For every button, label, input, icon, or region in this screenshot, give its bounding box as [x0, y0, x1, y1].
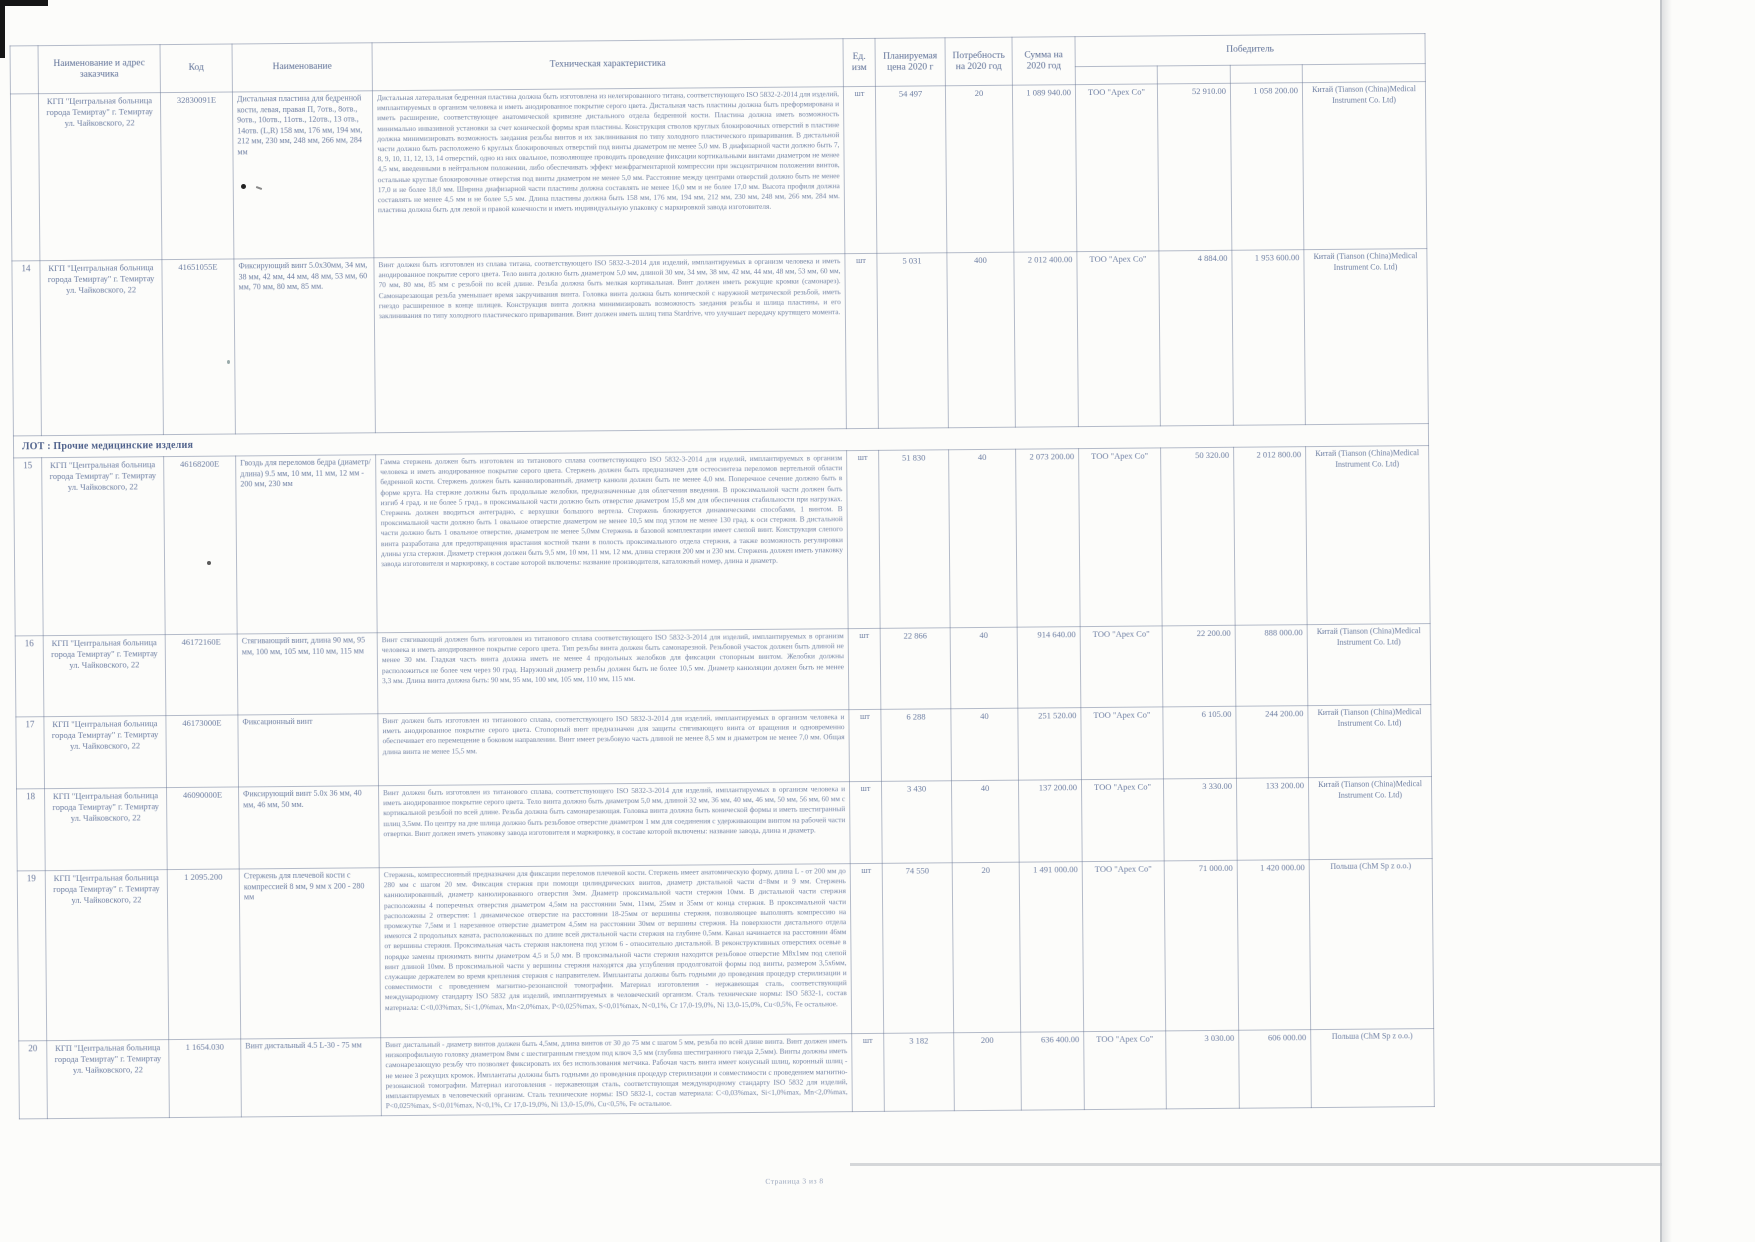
cell-winner-country: [1307, 624, 1431, 706]
cell-need-qty-text: 400: [974, 254, 987, 266]
cell-winner-country: [1308, 777, 1432, 860]
table-row: [10, 82, 1426, 261]
cell-item-name: [237, 633, 378, 715]
cell-row-number: [17, 871, 46, 1041]
scan-bottom-edge-shadow: [850, 1163, 1662, 1166]
cell-need-qty: [945, 85, 1013, 253]
cell-customer: [45, 870, 168, 1041]
cell-winner-country-text: Китай (Tianson (China)Medical Instrument Co. Ltd): [1311, 84, 1416, 105]
cell-winner-name-text: ТОО "Apex Co": [1091, 450, 1149, 462]
cell-winner-country: [1308, 705, 1432, 778]
cell-winner-price-text: 52 910.00: [1191, 85, 1227, 97]
cell-sum: [1016, 449, 1081, 628]
cell-winner-name: [1080, 626, 1163, 708]
cell-winner-price-text: 50 320.00: [1195, 449, 1230, 461]
cell-item-name-text: Гвоздь для переломов бедра (диаметр/длина) 9.5 мм, 10 мм, 11 мм, 12 мм - 200 мм, 230 мм: [240, 457, 371, 489]
cell-code-text: 46173000Е: [182, 717, 222, 728]
cell-winner-sum: [1232, 250, 1306, 426]
cell-planned-price: [881, 709, 952, 782]
cell-item-name-text: Стягивающий винт, длина 90 мм, 95 мм, 100 мм, 105 мм, 110 мм, 115 мм: [241, 635, 366, 656]
table-row: [19, 1029, 1435, 1119]
cell-unit: [849, 709, 882, 781]
cell-customer: [40, 260, 164, 436]
cell-sum: [1019, 862, 1083, 1033]
cell-tech-spec: [378, 782, 850, 868]
cell-code: [166, 715, 239, 788]
cell-winner-name: [1082, 861, 1165, 1032]
ink-speck: [241, 184, 246, 189]
cell-row-number-text: 14: [21, 263, 31, 274]
col-header-winner-country: [1302, 64, 1425, 83]
cell-code: [162, 259, 236, 435]
cell-code-text: 46172160Е: [181, 636, 221, 647]
cell-sum: [1014, 252, 1079, 428]
cell-winner-sum-text: 1 420 000.00: [1260, 862, 1305, 873]
table-row: [16, 705, 1432, 789]
cell-planned-price-text: 3 182: [909, 1035, 929, 1046]
table-body: [10, 82, 1434, 1119]
cell-sum: [1012, 85, 1076, 253]
cell-winner-country: [1302, 82, 1426, 250]
cell-winner-country-text: Китай (Tianson (China)Medical Instrument Co. Ltd): [1315, 448, 1420, 469]
cell-unit-text: шт: [859, 630, 870, 641]
cell-winner-sum: [1235, 625, 1308, 707]
cell-tech-spec: [379, 864, 851, 1038]
cell-tech-spec: [374, 254, 847, 433]
cell-winner-sum-text: 888 000.00: [1264, 627, 1303, 638]
cell-tech-spec: [377, 629, 849, 714]
cell-winner-sum-text: 606 000.00: [1267, 1032, 1307, 1043]
cell-winner-country: [1304, 249, 1429, 425]
procurement-table: [10, 33, 1435, 1119]
cell-sum-text: 636 400.00: [1040, 1034, 1080, 1045]
cell-winner-price: [1161, 447, 1236, 626]
cell-need-qty: [950, 627, 1018, 709]
col-header-need: Потребность на 2020 год: [945, 37, 1012, 86]
cell-item-name: [239, 786, 380, 869]
cell-need-qty: [951, 780, 1019, 863]
cell-sum: [1021, 1032, 1085, 1111]
cell-row-number-text: 19: [26, 873, 36, 884]
cell-need-qty-text: 40: [977, 451, 987, 463]
col-header-winner: Победитель: [1075, 34, 1425, 67]
cell-winner-sum-text: 133 200.00: [1265, 780, 1305, 791]
table-row: [14, 446, 1431, 636]
cell-row-number-text: 20: [28, 1043, 38, 1054]
cell-sum-text: 2 012 400.00: [1027, 254, 1073, 265]
cell-winner-price: [1163, 706, 1237, 779]
cell-unit: [852, 1033, 885, 1111]
cell-item-name: [238, 714, 379, 787]
ink-speck: [227, 360, 230, 364]
cell-need-qty: [949, 449, 1018, 628]
cell-winner-sum-text: 2 012 800.00: [1256, 449, 1302, 460]
cell-winner-sum: [1236, 706, 1309, 779]
cell-winner-sum: [1236, 778, 1309, 861]
cell-tech-spec-text: Винт должен быть изготовлен из титанового сплава, соответствующего ISO 5832-3-2014 для изделий, имплантируемых в организм человека и иметь анодированное покрытие серого цвета. Стопорный винт предназначен для защиты стягивающего винта от вращения и одновременно обеспечивает его перемещение в боковом направлении. Винт имеет резьбовую часть длиной не менее 8,5 мм и диаметром не менее 7,0 мм. Общая длина винта не менее 15,5 мм.: [382, 712, 845, 756]
table-row: [15, 624, 1431, 717]
cell-unit: [850, 863, 883, 1033]
cell-winner-name-text: ТОО "Apex Co": [1087, 86, 1145, 98]
cell-row-number-text: 17: [25, 719, 35, 730]
col-header-unit: Ед. изм: [843, 38, 875, 86]
cell-winner-price-text: 22 200.00: [1196, 627, 1231, 639]
cell-row-number: [16, 717, 45, 789]
col-header-name: Наименование: [232, 43, 372, 92]
cell-winner-country-text: Польша (ChM Sp z o.o.): [1330, 861, 1412, 871]
scan-corner-mark-top: [0, 0, 48, 6]
cell-customer: [42, 457, 166, 636]
cell-unit: [849, 781, 882, 863]
cell-code: [167, 869, 240, 1040]
cell-winner-sum-text: 1 953 600.00: [1254, 252, 1300, 263]
cell-unit-text: шт: [856, 255, 866, 266]
cell-winner-sum: [1234, 447, 1308, 626]
cell-code: [169, 1039, 242, 1118]
cell-winner-name: [1081, 707, 1164, 780]
cell-unit-text: шт: [862, 1035, 873, 1046]
cell-sum-text: 1 089 940.00: [1026, 87, 1072, 98]
cell-customer-text: КГП "Центральная больница города Темиртау" г. Темиртау ул. Чайковского, 22: [49, 459, 157, 492]
cell-item-name-text: Фиксирующий винт 5.0х30мм, 34 мм, 38 мм, 42 мм, 44 мм, 48 мм, 53 мм, 60 мм, 70 мм, 80 мм, 85 мм.: [238, 260, 368, 292]
cell-unit: [843, 86, 876, 253]
cell-code-text: 46090000Е: [182, 789, 223, 800]
cell-winner-name: [1079, 448, 1163, 627]
cell-need-qty-text: 40: [980, 710, 989, 721]
cell-sum-text: 137 200.00: [1038, 782, 1078, 793]
cell-winner-country-text: Китай (Tianson (China)Medical Instrument Co. Ltd): [1318, 779, 1422, 800]
cell-row-number: [17, 789, 46, 871]
cell-item-name-text: Фиксирующий винт 5.0х 36 мм, 40 мм, 46 мм, 50 мм.: [243, 788, 362, 809]
cell-row-number: [10, 94, 39, 261]
cell-winner-price: [1159, 250, 1234, 426]
cell-tech-spec-text: Винт стягивающий должен быть изготовлен из титанового сплава соответствующего ISO 5832-3-2014 для изделий, имплантируемых в организм человека и иметь анодированное покрытие серого цвета. Тип резьбы винта должен быть самонарезной. Резьбовой участок должен быть длиной не менее 30 мм. Гладкая часть винта должна иметь не менее 4 продольных желобков для фиксации стопорным винтом. Желобки должны расположиться не более чем через 90 град. Наружный диаметр резьбы должен быть не более 10,5 мм. Диаметр канюляции должен быть не менее 3,3 мм. Длина винта должна быть: 90 мм, 95 мм, 100 мм, 105 мм, 110 мм, 115 мм.: [381, 631, 845, 686]
cell-winner-price-text: 71 000.00: [1198, 862, 1233, 874]
scan-corner-mark-left: [0, 0, 5, 58]
table-row: [17, 859, 1433, 1041]
cell-winner-name: [1077, 251, 1161, 427]
cell-sum: [1018, 780, 1082, 863]
cell-need-qty-text: 20: [981, 864, 991, 875]
cell-item-name: [239, 868, 380, 1039]
cell-need-qty-text: 40: [979, 629, 988, 640]
cell-sum-text: 2 073 200.00: [1029, 451, 1075, 462]
cell-tech-spec: [381, 1034, 853, 1116]
ink-speck: [207, 561, 211, 565]
cell-planned-price: [879, 450, 951, 629]
cell-code: [164, 456, 238, 635]
cell-planned-price-text: 6 288: [906, 711, 926, 722]
cell-tech-spec: [376, 451, 849, 633]
cell-customer-text: КГП "Центральная больница города Темиртау" г. Темиртау ул. Чайковского, 22: [51, 718, 159, 751]
col-header-customer: Наименование и адрес заказчика: [38, 45, 160, 94]
cell-item-name: [234, 258, 376, 434]
cell-row-number: [15, 636, 44, 717]
cell-tech-spec-text: Стержень, компрессионный предназначен для фиксации переломов плечевой кости. Стержень имеет анатомическую форму, длина L - от 200 мм до 280 мм с шагом 20 мм. Фиксация стержня при помощи цилиндрических винтов, диаметр дистальной части d=8мм и 9 мм. Стержень каннюлированный, диаметр канюлированного отверстия 3мм. Диаметр проксимальной части стержня 10мм. В дистальной части стержня расположены 4 поперечных отверстия диаметром 4,5мм на расстоянии 5мм, 11мм, 25мм и 35мм от конца стержня. В проксимальной части расположены 2 отверстия: 1 динамическое отверстие на расстоянии 18-25мм от вершины стержня, позволяющее выполнять компрессию на промежутке 7,5мм и 1 нарезанное отверстие диаметром 4,5мм на расстоянии 30мм от вершины стержня. На поверхности дистального отдела имеются 2 продольных каната, расположенных по длине всей дистальной части стержня на глубине 0,5мм. Канал начинается на расстоянии 46мм от вершины стержня. Проксимальная часть стержня наклонена под углом 6 - относительно дистальной. В реконструктивных отверстиях осевые в порядке замены прижимать винты диаметром 4,5 и 5,0 мм. В проксимальной части стержня находится резьбовое отверстие М8х1мм под слепой винт длиной 10мм. В проксимальной части у вершины стержня находятся два углубления продолговатой формы под винты, размером 3,5х6мм, служащие держателем во время крепления стержня с направителем. Имплантаты должны быть годными до проведения процедур стерилизации и совместимости с проведением магнитно-резонансной томографии. Материал изготовления - нержавеющая сталь, соответствующий международному стандарту ISO 5832 для изделий, имплантируемых в человеческий организм. Сталь технические нормы: ISO 5832-1, состав материала: C<0,03%max, Si<1,0%max, Mn<2,0%max, P<0,025%max, S<0,01%max, N<0,1%, Cr 17,0-19,0%, Ni 13,0-15,0%, Cu<0,5%, Fe остальное.: [383, 866, 847, 1012]
cell-winner-name-text: ТОО "Apex Co": [1089, 253, 1147, 265]
cell-sum-text: 251 520.00: [1038, 710, 1077, 721]
cell-winner-name-text: ТОО "Apex Co": [1094, 781, 1152, 793]
cell-unit-text: шт: [857, 452, 868, 463]
cell-tech-spec-text: Винт должен быть изготовлен из сплава титана, соответствующего ISO 5832-3-2014 для изделий, имплантируемых в организм человека и иметь анодированное покрытие серого цвета. Тело винта должно быть диаметром 5,0 мм, длиной 30 мм, 34 мм, 38 мм, 42 мм, 44 мм, 48 мм, 53 мм, 60 мм, 70 мм, 80 мм, 85 мм с резьбой по всей длине. Резьба должна быть мелкая кортикальная. Винт должен иметь режущие кромки (самонарез). Самонарезающая резьба уменьшает время закручивания винта. Головка винта должна быть конической с наружной метрической резьбой, иметь гнездо расширенное в конце шлицев. Конструкция винта должна минимизировать возможность заедания резьбы и шлица пластины, и его заклинивания по типу холодного пластического приваривания. Винт должен иметь шлиц типа Stardrive, что улучшает передачу крутящего момента.: [378, 256, 841, 321]
cell-winner-name: [1075, 84, 1158, 252]
cell-item-name: [232, 91, 373, 259]
cell-code: [160, 92, 233, 260]
cell-planned-price: [875, 86, 946, 254]
cell-planned-price: [880, 628, 951, 710]
cell-winner-country-text: Польша (ChM Sp z o.o.): [1331, 1031, 1413, 1041]
cell-planned-price-text: 54 497: [898, 88, 923, 99]
cell-tech-spec-text: Винт дистальный - диаметр винтов должен быть 4,5мм, длина винтов от 30 до 75 мм с шагом 5 мм, резьба по всей длине винта. Винт должен иметь низкопрофильную головку диаметром 8мм с шестигранным гнездом под ключ 3,5 мм (глубина шестигранного гнезда 2,5мм). Винты должны иметь самонарезающую резьбу что позволяет фиксировать их без использования метчика. Рабочая часть винта имеет конусный шлиц, коронный шлиц - не менее 3 режущих кромок. Имплантаты должны быть годными до проведения процедур стерилизации и совместимости с проведением магнитно-резонансной томографии. Материал изготовления - нержавеющая сталь, соответствующая международному стандарту ISO 5832 для изделий, имплантируемых в человеческий организм. Сталь технические нормы: ISO 5832-1, состав материала: C<0,03%max, Si<1,0%max, Mn<2,0%max, P<0,025%max, S<0,01%max, N<0,1%, Cr 17,0-19,0%, Ni 13,0-15,0%, Cu<0,5%, Fe остальное.: [385, 1036, 848, 1111]
cell-row-number-text: 16: [24, 638, 34, 649]
cell-customer-text: КГП "Центральная больница города Темиртау" г. Темиртау ул. Чайковского, 22: [47, 262, 155, 295]
cell-planned-price-text: 5 031: [902, 255, 922, 266]
cell-code-text: 1 2095.200: [184, 871, 223, 882]
cell-planned-price-text: 3 430: [906, 783, 927, 794]
col-header-winner-price: [1157, 65, 1230, 84]
cell-customer: [38, 93, 161, 261]
cell-winner-country: [1311, 1029, 1435, 1108]
cell-winner-price: [1162, 625, 1236, 707]
cell-item-name: [241, 1038, 382, 1117]
scan-right-edge-shadow: [1662, 0, 1672, 1242]
cell-customer: [43, 635, 166, 717]
col-header-sum: Сумма на 2020 год: [1012, 37, 1075, 86]
cell-planned-price: [882, 863, 953, 1034]
cell-row-number: [19, 1041, 48, 1119]
cell-need-qty: [947, 252, 1016, 428]
cell-planned-price-text: 74 550: [905, 865, 929, 876]
cell-need-qty: [952, 862, 1020, 1033]
cell-unit-text: шт: [854, 88, 865, 99]
cell-winner-country: [1309, 859, 1434, 1030]
cell-need-qty-text: 200: [980, 1034, 994, 1045]
cell-customer: [45, 788, 168, 871]
cell-winner-price: [1157, 83, 1231, 251]
cell-unit: [848, 628, 881, 709]
cell-need-qty-text: 40: [980, 782, 990, 793]
cell-row-number-text: 15: [23, 460, 33, 471]
cell-planned-price: [884, 1033, 955, 1112]
cell-winner-price: [1163, 778, 1237, 861]
cell-code: [165, 634, 238, 716]
cell-winner-name: [1081, 779, 1164, 862]
cell-code-text: 1 1654.030: [185, 1041, 224, 1052]
cell-planned-price: [881, 781, 952, 864]
cell-code-text: 32830091Е: [176, 94, 217, 105]
cell-code-text: 46168200Е: [180, 458, 220, 469]
cell-item-name-text: Винт дистальный 4.5 L-30 - 75 мм: [245, 1040, 362, 1051]
cell-item-name-text: Фиксационный винт: [242, 716, 313, 727]
cell-item-name-text: Стержень для плечевой кости с компрессией 8 мм, 9 мм х 200 - 280 мм: [243, 870, 365, 902]
cell-winner-name: [1084, 1031, 1167, 1110]
col-header-winner-name: [1075, 66, 1157, 85]
cell-winner-price: [1166, 1030, 1240, 1109]
cell-winner-country-text: Китай (Tianson (China)Medical Instrument Co. Ltd): [1316, 626, 1421, 647]
cell-winner-country-text: Китай (Tianson (China)Medical Instrument Co. Ltd): [1317, 707, 1422, 728]
cell-winner-sum: [1237, 860, 1310, 1031]
cell-customer: [47, 1040, 170, 1119]
cell-winner-price: [1164, 860, 1238, 1031]
cell-row-number: [12, 261, 42, 436]
cell-code-text: 41651055Е: [178, 261, 218, 272]
cell-customer-text: КГП "Центральная больница города Темиртау" г. Темиртау ул. Чайковского, 22: [53, 872, 160, 905]
page-footer: Страница 3 из 8: [765, 1176, 824, 1186]
cell-tech-spec: [372, 87, 844, 258]
cell-need-qty: [954, 1032, 1022, 1111]
cell-row-number-text: 18: [26, 791, 36, 802]
cell-winner-country-text: Китай (Tianson (China)Medical Instrument Co. Ltd): [1313, 251, 1418, 272]
cell-winner-name-text: ТОО "Apex Co": [1092, 628, 1150, 640]
cell-winner-price-text: 4 884.00: [1197, 252, 1228, 264]
cell-winner-sum: [1230, 83, 1303, 251]
cell-winner-price-text: 6 105.00: [1201, 708, 1232, 720]
cell-code: [167, 787, 240, 870]
cell-winner-sum-text: 244 200.00: [1265, 708, 1304, 719]
cell-tech-spec-text: Винт должен быть изготовлен из титанового сплава, соответствующего ISO 5832-3-2014 для изделий, имплантируемых в организм человека и иметь анодированное покрытие серого цвета. Тело винта должно быть диаметром 5,0 мм, длиной 32 мм, 36 мм, 40 мм, 46 мм, 50 мм, 56 мм, 60 мм с кортикальной резьбой по всей длине. Резьба должна быть самонарезающая. Головка винта должна быть конической формы и иметь шестигранный шлиц 3,5мм. По центру на дне шлица должно быть резьбовое отверстие диаметром 1 мм для соединения с удерживающим винтом на рабочей части отвертки. Винт должен иметь упаковку завода изготовителя и маркировку, в составе которой включены: название завода, длина и диаметр.: [383, 784, 846, 839]
cell-planned-price-text: 22 866: [903, 630, 927, 641]
cell-planned-price: [877, 253, 949, 429]
cell-unit: [847, 450, 881, 628]
cell-unit-text: шт: [860, 783, 871, 794]
cell-unit-text: шт: [860, 711, 870, 722]
cell-need-qty-text: 20: [974, 87, 984, 99]
cell-unit-text: шт: [861, 865, 872, 876]
cell-row-number: [14, 458, 44, 636]
cell-winner-name-text: ТОО "Apex Co": [1093, 709, 1151, 721]
cell-customer-text: КГП "Центральная больница города Темиртау" г. Темиртау ул. Чайковского, 22: [46, 95, 153, 128]
cell-winner-sum: [1239, 1030, 1312, 1109]
cell-sum: [1017, 627, 1081, 709]
cell-planned-price-text: 51 830: [901, 452, 926, 463]
cell-tech-spec-text: Дистальная латеральная бедренная пластина должна быть изготовлена из нелегированного титана, соответствующего ISO 5832-2-2014 для изделий, имплантируемых в организм человека и иметь анодированное покрытие серого цвета. Дистальная часть пластины должна быть преформирована и иметь расширение, соответствующее анатомической кривизне дистального отдела бедренной кости. Пластина должна иметь возможность минимально инвазивной установки за счет конической формы края пластины. Конструкция стволов круглых блокировочных отверстий в пластине должна минимизировать возможность заедания резьбы винтов и их заклинивания по типу холодного пластического приваривания. В дистальной части должно быть расположено 6 круглых блокировочных отверстий под винты диаметром не менее 5,0 мм. В диафизарной части должно быть 7, 8, 9, 10, 11, 12, 13, 14 отверстий, одно из них овальное, позволяющее проводить проведение фиксации кортикальными винтами диаметром не менее 4,5 мм, введенными в нейтральном положении, либо обеспечивать эффект межфрагментарной компрессии при эксцентричном положении винтов, остальные круглые блокировочные отверстия под винты диаметром не менее 5,0 мм. Расстояние между центрами отверстий должно быть не менее 17,0 и не более 18,0 мм. Ширина диафизарной части пластины должна составлять не менее 16,0 мм и не более 17,0 мм. Высота профиля должна составлять не менее 4,5 мм и не более 5,5 мм. Длина пластины должна быть 158 мм, 176 мм, 194 мм, 212 мм, 230 мм, 248 мм, 266 мм, 284 мм. пластина должна быть для левой и правой конечности и иметь индивидуальную упаковку с маркировкой завода изготовителя.: [376, 89, 840, 215]
cell-sum: [1018, 708, 1082, 781]
cell-item-name-text: Дистальная пластина для бедренной кости, левая, правая П, 7отв., 8отв., 9отв., 10отв., 11отв., 12отв., 13 отв., 14отв. (L,R) 158 мм, 176 мм, 194 мм, 212 мм, 230 мм, 248 мм, 266 мм, 284 мм: [236, 93, 363, 156]
col-header-code: Код: [160, 44, 232, 93]
cell-tech-spec-text: Гамма стержень должен быть изготовлен из титанового сплава соответствующего ISO 5832-3-2014 для изделий, имплантируемых в организм человека и иметь анодированное покрытие серого цвета. Стержень должен быть предназначен для остеосинтеза переломов вертельной области бедренной кости. Стержень должен быть каннюлированный, диаметр канюли должен быть не менее 4,0 мм. Поперечное сечение должно быть в форме круга. На стержне должны быть продольные желобки, предназначенные для облегчения введения. В проксимальной части должен быть изгиб 4 град. и не более 5 град., в проксимальной части должно быть отверстие диаметром 15,8 мм для обеспечения стабильности при нагрузках. Стержень должен вводиться антеградно, с верхушки большого вертела. Стержень блокируется динамическими способами, 1 винтом. В проксимальной части должно быть 1 овальное отверстие диаметром не менее 10,5 мм под углом не менее 130 град. к оси стержня. В дистальной части должно быть 1 овальное отверстие, диаметром не менее 5,0мм Стержень в базовой комплектации имеет слепой винт. Конструкция слепого винта разработана для предотвращения врастания костной ткани в полость проксимального отдела стержня, а также возможность регулировки длины угла стержня. Диаметр стержня должен быть 9,5 мм, 10 мм, 11 мм, 12 мм, длина стержня 200 мм и 230 мм. Стержень должен иметь упаковку завода изготовителя и маркировку, в составе которой включены: название производителя, каталожный номер, длина и диаметр.: [380, 453, 843, 569]
cell-sum-text: 1 491 000.00: [1033, 864, 1078, 875]
col-header-planned-price: Планируемая цена 2020 г: [875, 38, 945, 87]
cell-customer-text: КГП "Центральная больница города Темиртау" г. Темиртау ул. Чайковского, 22: [50, 637, 158, 670]
col-header-winner-sum: [1230, 65, 1302, 84]
cell-need-qty: [951, 708, 1019, 781]
col-header-tech: Техническая характеристика: [372, 39, 843, 91]
cell-winner-price-text: 3 030.00: [1204, 1032, 1235, 1044]
table-row: [17, 777, 1433, 871]
cell-winner-price-text: 3 330.00: [1202, 780, 1233, 792]
cell-unit: [845, 253, 879, 428]
cell-item-name: [236, 455, 378, 634]
table-row: [12, 249, 1429, 436]
cell-winner-sum-text: 1 058 200.00: [1253, 85, 1299, 96]
cell-winner-name-text: ТОО "Apex Co": [1096, 1033, 1154, 1044]
cell-winner-country: [1306, 446, 1431, 625]
cell-winner-name-text: ТОО "Apex Co": [1094, 863, 1152, 874]
cell-customer: [44, 716, 167, 789]
lot-section-label: ЛОТ : Прочие медицинские изделия: [13, 424, 1428, 458]
cell-sum-text: 914 640.00: [1037, 629, 1076, 640]
cell-tech-spec: [378, 710, 850, 786]
cell-customer-text: КГП "Центральная больница города Темиртау" г. Темиртау ул. Чайковского, 22: [52, 790, 160, 823]
col-header-num: [10, 46, 38, 94]
cell-customer-text: КГП "Центральная больница города Темиртау" г. Темиртау ул. Чайковского, 22: [54, 1042, 162, 1075]
